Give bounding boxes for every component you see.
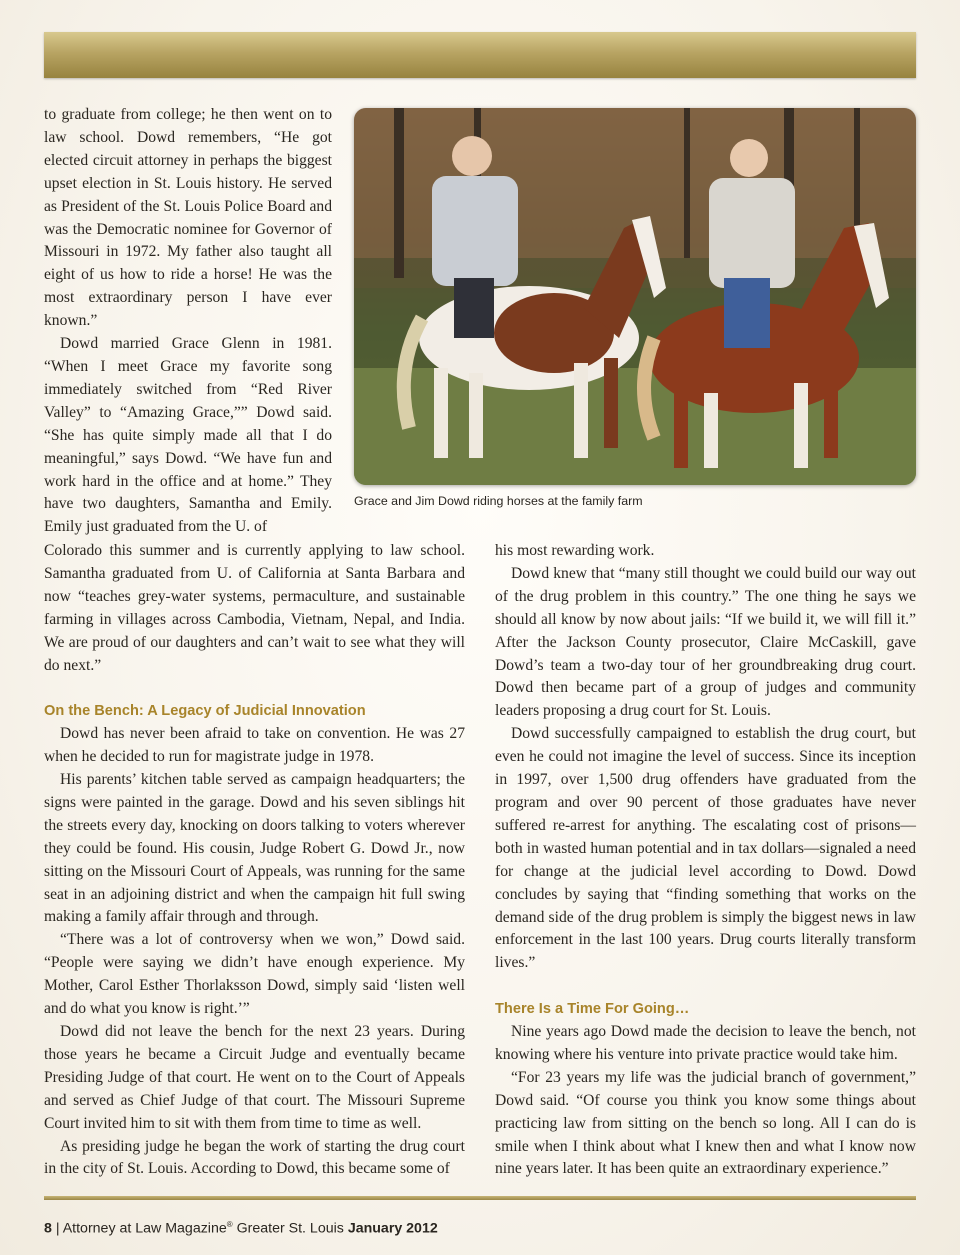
page-number: 8	[44, 1220, 52, 1237]
photo-caption: Grace and Jim Dowd riding horses at the family farm	[354, 494, 643, 508]
paragraph: “For 23 years my life was the judicial branch of government,” Dowd said. “Of course you think you know some things about practicing law from sitting on the bench so long. All I can do is smile when I think about what I knew then and what I know now nine years later. It has been quite an extraordinary experience.”	[495, 1068, 916, 1178]
edition-name: Greater St. Louis	[236, 1220, 344, 1237]
paragraph: Colorado this summer and is currently applying to law school. Samantha graduated from U. of California at Santa Barbara and now “teaches grey-water systems, permaculture, and sustainable farming in villages across Cambodia, Vietnam, Nepal, and India. We are proud of our daughters and can’t wait to see what they will do next.”	[44, 542, 465, 674]
paragraph: Dowd married Grace Glenn in 1981. “When I meet Grace my favorite song immediately switched from “Red River Valley” to “Amazing Grace,”” Dowd said. “She has quite simply made all that I do meaningful,” says Dowd. “We have fun and work hard in the office and at home.” They have two daughters, Samantha and Emily. Emily just graduated from the U. of	[44, 335, 332, 536]
left-column-bottom	[44, 540, 465, 1181]
paragraph: to graduate from college; he then went on to law school. Dowd remembers, “He got elected circuit attorney in perhaps the biggest upset election in St. Louis history. He served as President of the St. Louis Police Board and was the Democratic nominee for Governor of Missouri in 1972. My father also taught all eight of us how to ride a horse! He was the most extraordinary person I have ever known.”	[44, 106, 332, 330]
horse-riding-photo	[354, 108, 916, 485]
footer-separator: |	[55, 1220, 60, 1237]
section-heading-on-the-bench: On the Bench: A Legacy of Judicial Innovation	[44, 703, 366, 720]
paragraph: Dowd did not leave the bench for the next 23 years. During those years he became a Circuit Judge and eventually became Presiding Judge of that court. He went on to the Court of Appeals and served as Chief Judge of that court. The Missouri Supreme Court invited him to sit with them from time to time as well.	[44, 1023, 465, 1132]
section-heading-time-for-going: There Is a Time For Going…	[495, 1001, 690, 1018]
paragraph: his most rewarding work.	[495, 542, 655, 559]
paragraph: As presiding judge he began the work of starting the drug court in the city of St. Louis. According to Dowd, this became some of	[44, 1137, 465, 1178]
page-footer	[44, 1220, 744, 1237]
paragraph: Dowd knew that “many still thought we could build our way out of the drug problem in this country.” The one thing he says we should all know by now about jails: “If we build it, we will fill it.” After the Jackson County prosecutor, Claire McCaskill, gave Dowd’s team a two-day tour of her groundbreaking drug court. Dowd then became part of a group of judges and community leaders proposing a drug court for St. Louis.	[495, 564, 916, 720]
paragraph: “There was a lot of controversy when we won,” Dowd said. “People were saying we didn’t have enough experience. My Mother, Carol Esther Thorlaksson Dowd, simply said ‘listen well and do what you know is right.’”	[44, 931, 465, 1018]
right-column	[495, 540, 916, 1181]
paragraph: His parents’ kitchen table served as campaign headquarters; the signs were painted in the garage. Dowd and his seven siblings hit the streets every day, knocking on doors talking to voters wherever they could be found. His cousin, Judge Robert G. Dowd Jr., now sitting on the Missouri Court of Appeals, was running for the same seat in an adjoining district and when the campaign hit full swing making a family affair through and through.	[44, 771, 465, 926]
issue-date: January 2012	[347, 1220, 438, 1237]
magazine-name: Attorney at Law Magazine	[62, 1220, 227, 1237]
left-column-top	[44, 104, 332, 539]
footer-rule	[44, 1196, 916, 1200]
paragraph: Nine years ago Dowd made the decision to leave the bench, not knowing where his venture into private practice would take him.	[495, 1023, 916, 1063]
registered-mark: ®	[226, 1220, 233, 1229]
paragraph: Dowd successfully campaigned to establish the drug court, but even he could not imagine the level of success. Since its inception in 1997, over 1,500 drug offenders have graduated from the program and over 90 percent of those graduates have never suffered re-arrest for anything. The escalating cost of prisons—both in wasted human potential and in tax dollars—signaled a need for change at the judicial level according to Dowd. Dowd concludes by saying that “finding something that works on the demand side of the drug problem is simply the biggest news in law enforcement in the last 100 years. Drug courts literally transform lives.”	[495, 725, 916, 972]
paragraph: Dowd has never been afraid to take on convention. He was 27 when he decided to run for magistrate judge in 1978.	[44, 725, 465, 766]
header-bar	[44, 32, 916, 78]
